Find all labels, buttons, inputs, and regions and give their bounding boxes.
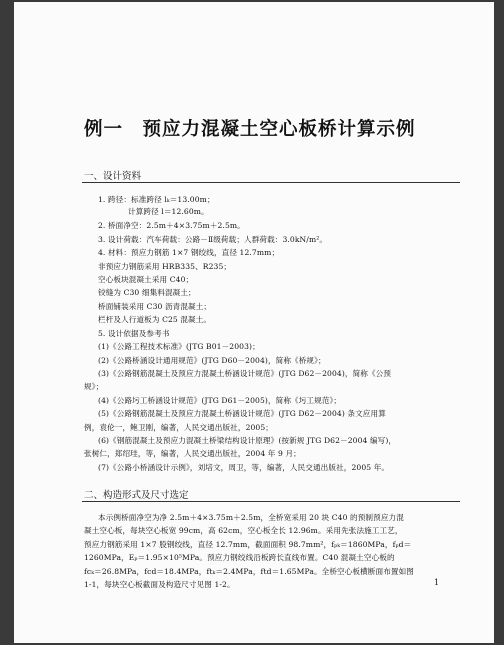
text-line: 空心板块混凝土采用 C40； — [98, 275, 194, 284]
text-line: 3. 设计荷载：汽车荷载：公路－Ⅱ级荷载；人群荷载：3.0kN/m²。 — [98, 235, 328, 244]
text-line: fcₖ＝26.8MPa，fcd＝18.4MPa，ftₖ＝2.4MPa，ftd＝1.65MPa。全桥空心板横断面布置如图 — [84, 567, 414, 576]
text-line: 计算跨径 l＝12.60m。 — [128, 207, 209, 216]
text-line: 张树仁，郑绍珪，等，编著，人民交通出版社，2004 年 9 月； — [84, 449, 301, 458]
text-line: 非预应力钢筋采用 HRB335、R235； — [98, 262, 232, 271]
text-line: 铰缝为 C30 细集料混凝土； — [98, 288, 196, 297]
text-line: 4. 材料：预应力钢筋 1×7 钢绞线，直径 12.7mm； — [98, 248, 280, 257]
text-line: (7)《公路小桥涵设计示例》，刘培文，周卫，等，编著，人民交通出版社，2005 年。 — [98, 463, 390, 472]
document-page — [14, 2, 494, 643]
text-line: 5. 设计依据及参考书 — [98, 329, 170, 338]
page-title: 例一 预应力混凝土空心板桥计算示例 — [84, 119, 416, 140]
text-line: (3)《公路钢筋混凝土及预应力混凝土桥涵设计规范》(JTG D62－2004)，简称《公预 — [98, 369, 392, 378]
text-line: 1. 跨径：标准跨径 lₖ＝13.00m； — [98, 195, 215, 204]
section-heading-design-data: 一、设计资料 — [84, 171, 142, 182]
text-line: 1-1，每块空心板截面及构造尺寸见图 1-2。 — [84, 580, 235, 589]
text-line: (4)《公路圬工桥涵设计规范》(JTG D61－2005)，简称《圬工规范》； — [98, 396, 342, 405]
page-number: 1 — [434, 578, 440, 587]
text-line: (1)《公路工程技术标准》(JTG B01－2003)； — [98, 342, 260, 351]
text-line: 例，袁伦一，鲍卫刚，编著，人民交通出版社，2005； — [84, 423, 273, 432]
section-divider — [82, 501, 460, 502]
text-line: (2)《公路桥涵设计通用规范》(JTG D60－2004)，简称《桥规》； — [98, 356, 326, 365]
text-line: 1260MPa，Eₚ＝1.95×10⁵MPa。预应力钢绞线沿板跨长直线布置。C40 混凝土空心板的 — [84, 553, 395, 562]
text-line: (5)《公路钢筋混凝土及预应力混凝土桥涵设计规范》(JTG D62－2004) 条文应用算 — [98, 409, 386, 418]
text-line: 规》； — [84, 382, 104, 391]
text-line: 凝土空心板，每块空心板宽 99cm，高 62cm，空心板全长 12.96m。采用先张法施工工艺， — [84, 526, 403, 535]
text-line: 栏杆及人行道板为 C25 混凝土。 — [98, 315, 212, 324]
text-line: 预应力钢筋采用 1×7 股钢绞线，直径 12.7mm，截面面积 98.7mm²，fₚₖ＝1860MPa，fₚd＝ — [84, 540, 412, 549]
text-line: 本示例桥面净空为净 2.5m＋4×3.75m＋2.5m，全桥宽采用 20 块 C40 的预制预应力混 — [98, 513, 404, 522]
section-divider — [82, 182, 460, 183]
section-heading-structure: 二、构造形式及尺寸选定 — [84, 490, 189, 501]
text-line: 2. 桥面净空：2.5m＋4×3.75m＋2.5m。 — [98, 221, 245, 230]
text-line: (6)《钢筋混凝土及预应力混凝土桥梁结构设计原理》(按新规 JTG D62－2004 编写)， — [98, 436, 397, 445]
text-line: 桥面铺装采用 C30 沥青混凝土； — [98, 302, 212, 311]
